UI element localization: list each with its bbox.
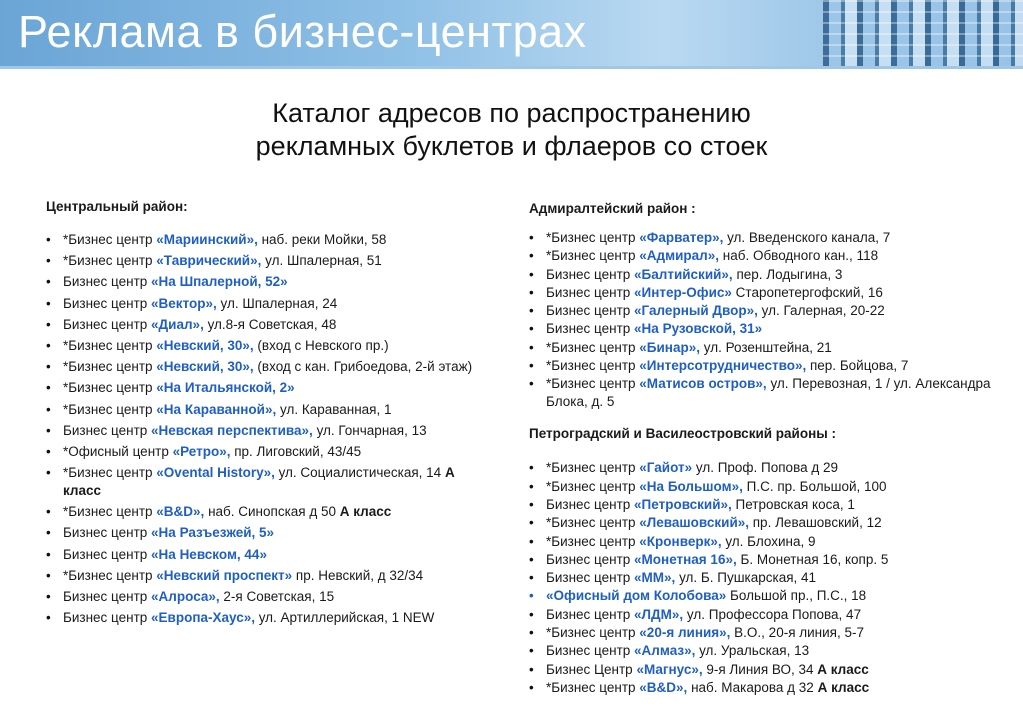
list-item [529,679,999,697]
business-center-name: «На Итальянской, 2» [156,380,295,396]
item-prefix: *Бизнес центр [546,230,640,245]
item-prefix: *Бизнес центр [63,232,157,247]
list-item [46,295,491,313]
business-center-name: «На Шпалерной, 52» [151,274,288,290]
item-prefix: *Бизнес центр [63,465,157,481]
item-prefix: Бизнес центр [63,610,152,626]
item-address: ул. Введенского канала, 7 [723,230,891,245]
list-item [46,588,491,606]
item-prefix: Бизнес центр [546,266,635,282]
header-banner [0,0,1023,66]
list-item [529,642,999,660]
business-center-name: «B&D», [156,504,205,520]
item-prefix: *Бизнес центр [546,248,640,264]
list-item [529,587,999,605]
item-prefix: *Бизнес центр [546,679,640,695]
list-item [529,551,999,569]
item-address: ул. Проф. Попова д 29 [692,460,838,476]
central-district-list [46,231,491,627]
business-center-name: «Балтийский», [634,266,733,282]
list-item [46,443,491,461]
list-item [46,252,491,270]
business-center-name: «Адмирал», [639,248,719,264]
item-address: ул. Перевозная, 1 / ул. Александра Блока, д. 5 [546,376,991,410]
item-class: А класс [339,504,392,520]
item-prefix: Бизнес центр [63,422,152,438]
item-address: 2-я Советская, 15 [219,589,335,604]
item-prefix: Бизнес Центр [546,661,637,677]
business-center-name: «Матисов остров», [639,376,767,392]
petrogradsky-district-list [529,459,999,697]
item-address: наб. реки Мойки, 58 [257,232,387,247]
item-prefix: Бизнес центр [63,295,152,311]
business-center-name: «Невский проспект» [156,567,293,583]
left-column [46,199,491,630]
business-center-name: «20-я линия», [639,625,731,641]
item-prefix: *Бизнес центр [63,359,157,375]
item-prefix: *Бизнес центр [546,478,640,494]
item-prefix: Бизнес центр [546,606,635,622]
item-prefix: *Бизнес центр [63,380,157,396]
business-center-name: «Мариинский», [156,232,258,247]
item-prefix: *Бизнес центр [546,358,640,374]
item-address: наб. Обводного кан., 118 [719,248,879,264]
list-item [529,606,999,624]
item-prefix: *Бизнес центр [63,337,157,353]
list-item [46,273,491,291]
item-prefix: Бизнес центр [63,316,152,332]
business-center-name: «Интерсотрудничество», [639,358,807,374]
item-prefix: *Бизнес центр [546,515,640,531]
business-center-name: «Диал», [151,316,204,332]
list-item [46,609,491,627]
business-center-name: «Таврический», [156,253,262,269]
list-item [529,266,999,284]
business-center-name: «Вектор», [151,295,217,311]
list-item [46,422,491,440]
item-prefix: Бизнес центр [546,303,635,319]
list-item [529,459,999,477]
item-address: наб. Макарова д 32 [687,679,818,695]
business-center-name: «Фарватер», [639,230,724,245]
business-center-name: «ЛДМ», [634,606,684,622]
item-prefix: Бизнес центр [546,551,635,567]
item-address: П.С. пр. Большой, 100 [742,478,887,494]
item-address: ул. Караванная, 1 [276,401,392,417]
item-address: наб. Синопская д 50 [204,504,340,520]
item-address: пер. Лодыгина, 3 [732,266,843,282]
business-center-name: «B&D», [639,679,688,695]
list-item [46,316,491,334]
list-item [529,569,999,587]
business-center-name: «Левашовский», [639,515,749,531]
business-center-name: «Петровский», [634,496,732,512]
business-center-name: «На Караванной», [156,401,277,417]
list-item [529,478,999,496]
item-prefix: Бизнес центр [546,321,635,337]
list-item [46,464,491,500]
item-address: В.О., 20-я линия, 5-7 [730,625,864,641]
item-address: ул. Гончарная, 13 [312,422,427,438]
item-prefix: *Бизнес центр [63,567,157,583]
business-center-name: «Интер-Офис» [634,284,732,300]
item-prefix: Бизнес центр [63,546,152,562]
list-item [529,533,999,551]
banner-divider [0,66,1023,69]
item-prefix: Бизнес центр [546,496,635,512]
section-title-petrogradsky: Петроградский и Василеостровский районы : [529,426,837,442]
business-center-name: «Европа-Хаус», [151,610,255,626]
business-center-name: «Кронверк», [639,533,722,549]
business-center-name: «Невский, 30», [156,359,254,375]
list-item [529,247,999,265]
item-address: ул. Артиллерийская, 1 NEW [254,610,435,626]
item-address: ул. Шпалерная, 24 [216,295,338,311]
business-center-name: «ММ», [634,570,676,586]
business-center-name: «Ovental History», [156,465,275,481]
item-prefix: *Бизнес центр [546,339,640,355]
item-prefix: *Офисный центр [63,443,173,459]
business-center-name: «Гайот» [639,460,693,476]
list-item [529,320,999,338]
list-item [529,357,999,375]
list-item [529,229,999,247]
item-address: ул. Галерная, 20-22 [757,303,885,319]
business-center-name: «На Невском, 44» [151,546,267,562]
page-title [0,97,1023,163]
item-address: Большой пр., П.С., 18 [726,588,867,604]
item-address: ул. Уральская, 13 [695,643,810,659]
item-address: пр. Невский, д 32/34 [292,567,424,583]
business-center-name: «На Разъезжей, 5» [151,525,275,541]
business-center-name: «Офисный дом Колобова» [546,588,727,604]
item-prefix: *Бизнес центр [546,376,640,392]
item-address: (вход с кан. Грибоедова, 2-й этаж) [253,359,473,375]
list-item [46,379,491,397]
item-address: Старопетергофский, 16 [731,284,883,300]
business-center-name: «На Рузовской, 31» [634,321,763,337]
list-item [46,524,491,542]
item-prefix: *Бизнес центр [63,401,157,417]
item-class: А класс [817,679,870,695]
item-prefix: Бизнес центр [63,525,152,541]
item-prefix: *Бизнес центр [63,504,157,520]
section-title-admiralteysky: Адмиралтейский район : [529,201,696,216]
list-item [529,284,999,302]
item-address: (вход с Невского пр.) [253,337,389,353]
item-address: ул. Профессора Попова, 47 [683,606,862,622]
list-item [529,302,999,320]
item-prefix: Бизнес центр [546,643,635,659]
business-center-name: «Галерный Двор», [634,303,758,319]
item-address: ул. Шпалерная, 51 [261,253,382,269]
page-title-line2: рекламных буклетов и флаеров со стоек [255,131,768,161]
banner-title: Реклама в бизнес-центрах [18,6,587,57]
item-address: пер. Бойцова, 7 [806,358,909,374]
business-center-name: «Монетная 16», [634,551,737,567]
item-prefix: *Бизнес центр [546,460,640,476]
right-column [529,201,999,697]
list-item [46,231,491,249]
item-prefix: Бизнес центр [546,284,635,300]
section-title-central: Центральный район: [46,199,188,214]
item-address: ул. Социалистическая, 14 [274,465,445,481]
list-item [529,624,999,642]
item-address: ул. Блохина, 9 [721,533,816,549]
list-item [46,401,491,419]
item-address: ул.8-я Советская, 48 [203,316,337,332]
item-address: Б. Монетная 16, копр. 5 [736,551,889,567]
list-item [46,503,491,521]
building-image-windows [823,0,1023,66]
item-prefix: Бизнес центр [63,274,152,290]
business-center-name: «Невский, 30», [156,337,254,353]
item-prefix: Бизнес центр [63,589,152,604]
item-address: пр. Левашовский, 12 [749,515,882,531]
business-center-name: «Алмаз», [634,643,696,659]
item-address: Петровская коса, 1 [731,496,855,512]
list-item [529,496,999,514]
list-item [529,661,999,679]
list-item [529,514,999,532]
item-class: А класс [817,661,869,677]
list-item [46,337,491,355]
list-item [529,339,999,357]
business-center-name: «Невская перспектива», [151,422,313,438]
page-title-line1: Каталог адресов по распространению [272,98,751,128]
item-prefix: Бизнес центр [546,570,635,586]
item-address: ул. Розенштейна, 21 [699,339,832,355]
business-center-name: «Ретро», [172,443,231,459]
item-address: пр. Лиговский, 43/45 [230,443,362,459]
list-item [46,567,491,585]
list-item [46,358,491,376]
item-prefix: *Бизнес центр [63,253,157,269]
business-center-name: «На Большом», [639,478,743,494]
item-prefix: *Бизнес центр [546,533,640,549]
item-prefix: *Бизнес центр [546,625,640,641]
admiralteysky-district-list [529,229,999,411]
business-center-name: «Магнус», [636,661,703,677]
business-center-name: «Алроса», [151,589,220,604]
item-address: ул. Б. Пушкарская, 41 [675,570,817,586]
business-center-name: «Бинар», [639,339,700,355]
item-class: А класс [63,465,455,499]
list-item [529,375,999,411]
list-item [46,546,491,564]
item-address: 9-я Линия ВО, 34 [702,661,818,677]
